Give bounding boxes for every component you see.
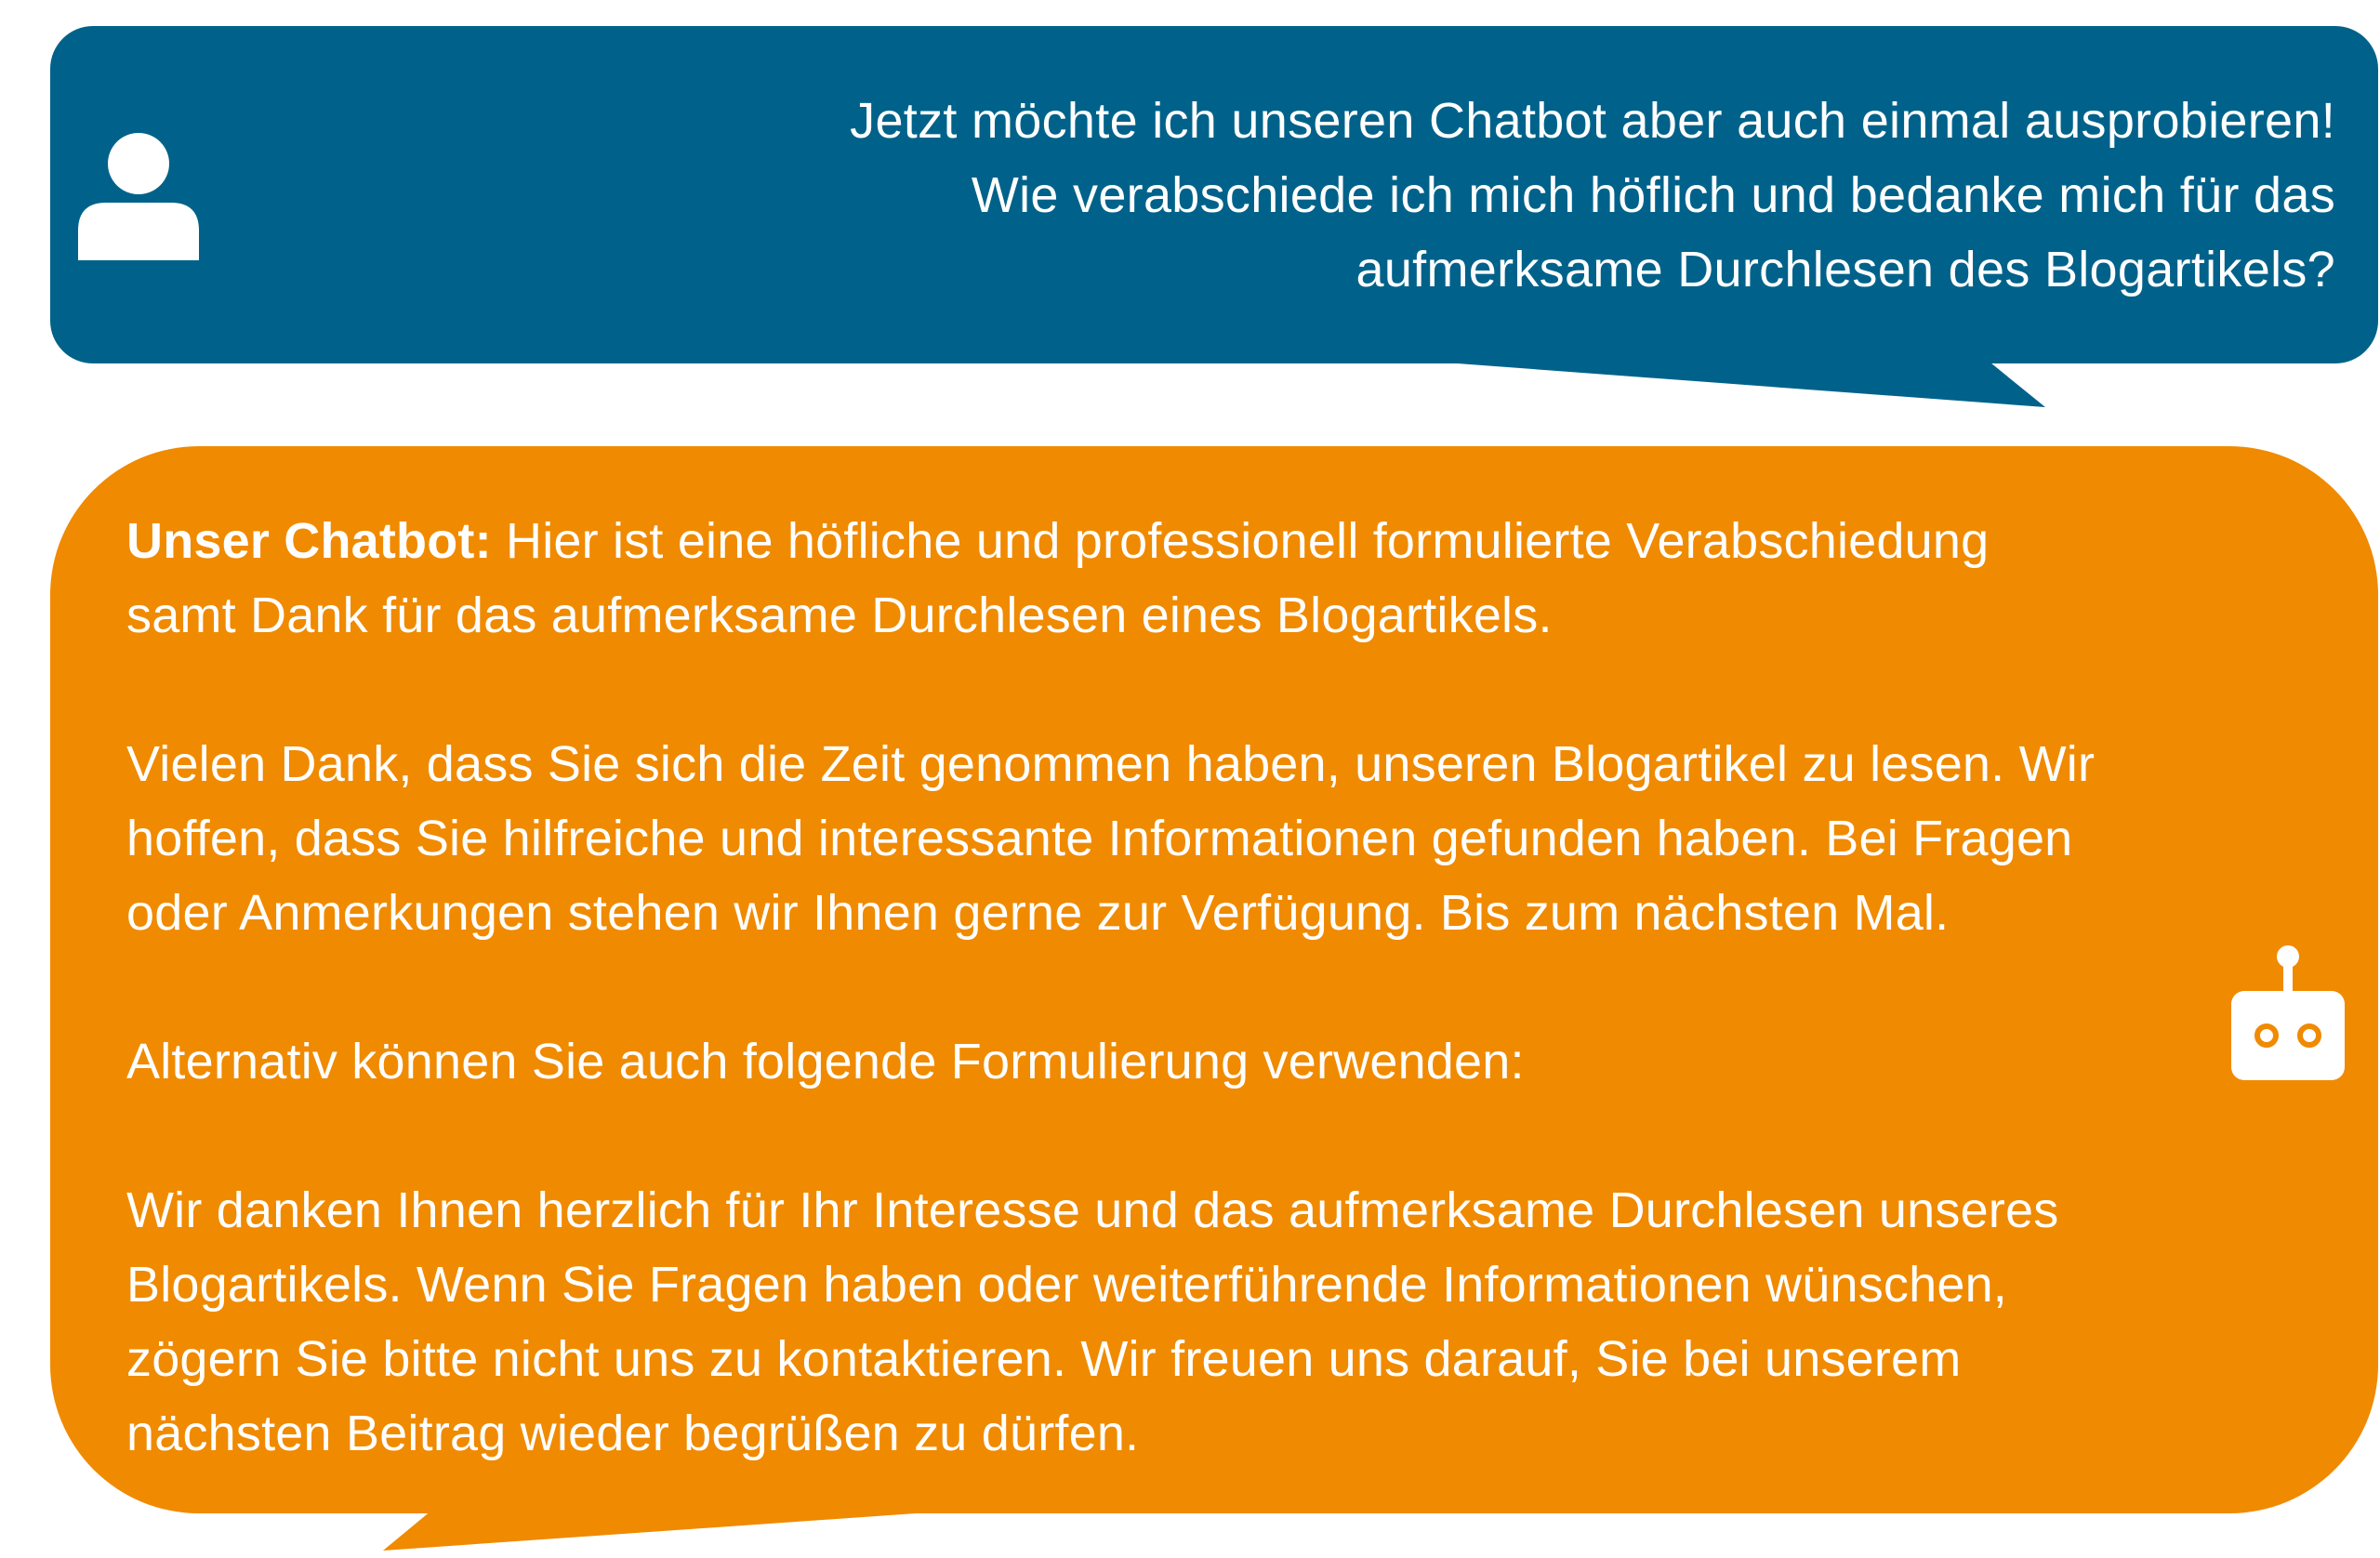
user-message-text: [850, 84, 2335, 307]
bot-message-line: Blogartikels. Wenn Sie Fragen haben oder weiterführende Informationen wünschen,: [126, 1257, 2008, 1313]
bot-paragraph: [126, 504, 2293, 653]
bot-message-line: Alternativ können Sie auch folgende Formulierung verwenden:: [126, 1034, 1525, 1089]
bot-paragraph: [126, 1024, 2293, 1099]
bot-sender-label: Unser Chatbot:: [126, 513, 492, 569]
user-message-bubble: [50, 26, 2378, 363]
user-message-line: aufmerksame Durchlesen des Blogartikels?: [1355, 242, 2335, 297]
bot-message-line: samt Dank für das aufmerksame Durchlesen eines Blogartikels.: [126, 588, 1553, 643]
bot-message-line: [126, 504, 2293, 578]
bot-message-line: nächsten Beitrag wieder begrüßen zu dürfen.: [126, 1406, 1140, 1461]
bot-message-bubble: [50, 446, 2378, 1513]
bot-paragraph: [126, 1173, 2293, 1471]
bot-message-line: Vielen Dank, dass Sie sich die Zeit genommen haben, unseren Blogartikel zu lesen. Wir: [126, 736, 2096, 792]
bot-message-text: [126, 504, 2293, 1471]
bot-message-line: hoffen, dass Sie hilfreiche und interessante Informationen gefunden haben. Bei Fragen: [126, 811, 2073, 866]
user-icon: [78, 130, 199, 260]
bot-paragraph: [126, 727, 2293, 950]
user-message-line: Wie verabschiede ich mich höflich und bedanke mich für das: [971, 167, 2335, 223]
user-message-line: Jetzt möchte ich unseren Chatbot aber auch einmal ausprobieren!: [850, 93, 2335, 149]
bot-line-text: Hier ist eine höfliche und professionell formulierte Verabschiedung: [491, 513, 1990, 569]
bot-message-line: Wir danken Ihnen herzlich für Ihr Interesse und das aufmerksame Durchlesen unseres: [126, 1182, 2059, 1238]
bot-message-line: zögern Sie bitte nicht uns zu kontaktieren. Wir freuen uns darauf, Sie bei unserem: [126, 1331, 1962, 1387]
robot-icon: [2228, 944, 2348, 1084]
user-bubble-tail: [1395, 359, 2045, 407]
bot-message-line: oder Anmerkungen stehen wir Ihnen gerne zur Verfügung. Bis zum nächsten Mal.: [126, 885, 1950, 941]
